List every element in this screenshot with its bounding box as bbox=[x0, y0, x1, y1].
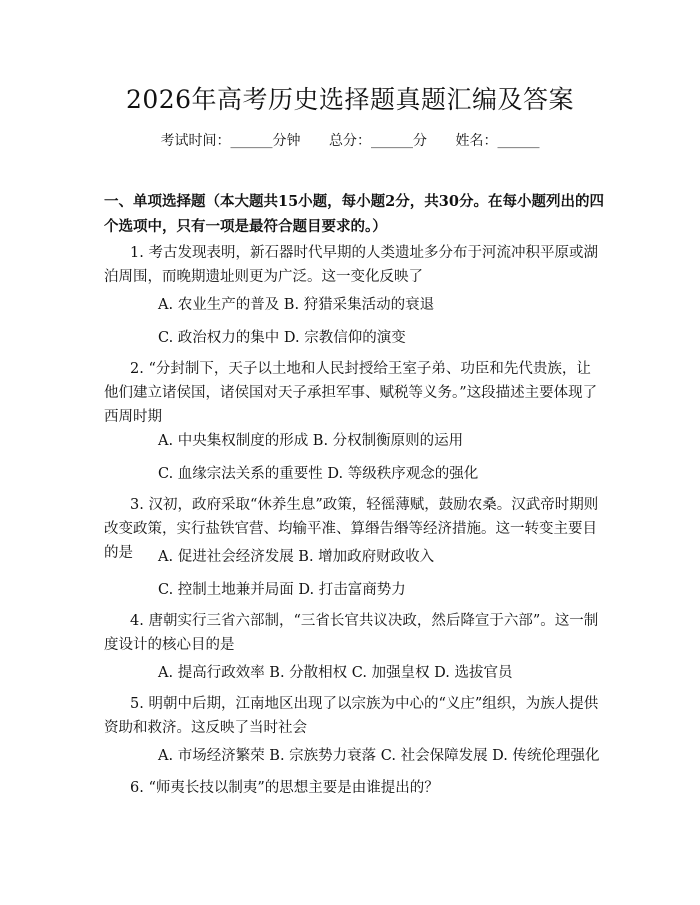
question-text: 2. “分封制下，天子以土地和人民封授给王室子弟、功臣和先代贵族，让他们建立诸侯国，诸侯国对天子承担军事、赋税等义务。”这段描述主要体现了西周时期 bbox=[104, 361, 598, 425]
question-text: 1. 考古发现表明，新石器时代早期的人类遗址多分布于河流冲积平原或湖泊周围，而晚期遗址则更为广泛。这一变化反映了 bbox=[104, 245, 598, 285]
question-2-options-row-2: C. 血缘宗法关系的重要性 D. 等级秩序观念的强化 bbox=[158, 466, 479, 482]
exam-name-field: 姓名：______ bbox=[455, 133, 540, 149]
question-text: 5. 明朝中后期，江南地区出现了以宗族为中心的“义庄”组织，为族人提供资助和救济。这反映了当时社会 bbox=[104, 696, 599, 736]
page-title: 2026年高考历史选择题真题汇编及答案 bbox=[125, 85, 575, 114]
question-3-options-row-1: A. 促进社会经济发展 B. 增加政府财政收入 bbox=[158, 549, 435, 565]
question-text: 4. 唐朝实行三省六部制，“三省长官共议决政，然后降宣于六部”。这一制度设计的核心目的是 bbox=[104, 613, 599, 653]
question-4 bbox=[104, 609, 604, 657]
question-1 bbox=[104, 241, 604, 289]
question-2 bbox=[104, 357, 604, 429]
question-1-options-row-1: A. 农业生产的普及 B. 狩猎采集活动的衰退 bbox=[158, 297, 435, 313]
exam-score-field: 总分：______分 bbox=[329, 133, 427, 149]
question-text: 6. “师夷长技以制夷”的思想主要是由谁提出的？ bbox=[130, 780, 439, 796]
question-6 bbox=[104, 776, 604, 800]
question-5 bbox=[104, 692, 604, 740]
question-2-options-row-1: A. 中央集权制度的形成 B. 分权制衡原则的运用 bbox=[158, 433, 464, 449]
question-3-options-row-2: C. 控制土地兼并局面 D. 打击富商势力 bbox=[158, 582, 406, 598]
exam-meta bbox=[0, 131, 700, 151]
question-text: 3. 汉初，政府采取“休养生息”政策，轻徭薄赋，鼓励农桑。汉武帝时期则改变政策，实行盐铁官营、均输平准、算缗告缗等经济措施。这一转变主要目的是 bbox=[104, 497, 599, 561]
section-heading: 一、单项选择题（本大题共15小题，每小题2分，共30分。在每小题列出的四个选项中，只有一项是最符合题目要求的。） bbox=[104, 193, 604, 235]
exam-time-field: 考试时间：______分钟 bbox=[160, 133, 301, 149]
question-1-options-row-2: C. 政治权力的集中 D. 宗教信仰的演变 bbox=[158, 330, 406, 346]
question-4-options-row-1: A. 提高行政效率 B. 分散相权 C. 加强皇权 D. 选拔官员 bbox=[158, 665, 513, 681]
question-5-options-row-1: A. 市场经济繁荣 B. 宗族势力衰落 C. 社会保障发展 D. 传统伦理强化 bbox=[158, 748, 600, 764]
